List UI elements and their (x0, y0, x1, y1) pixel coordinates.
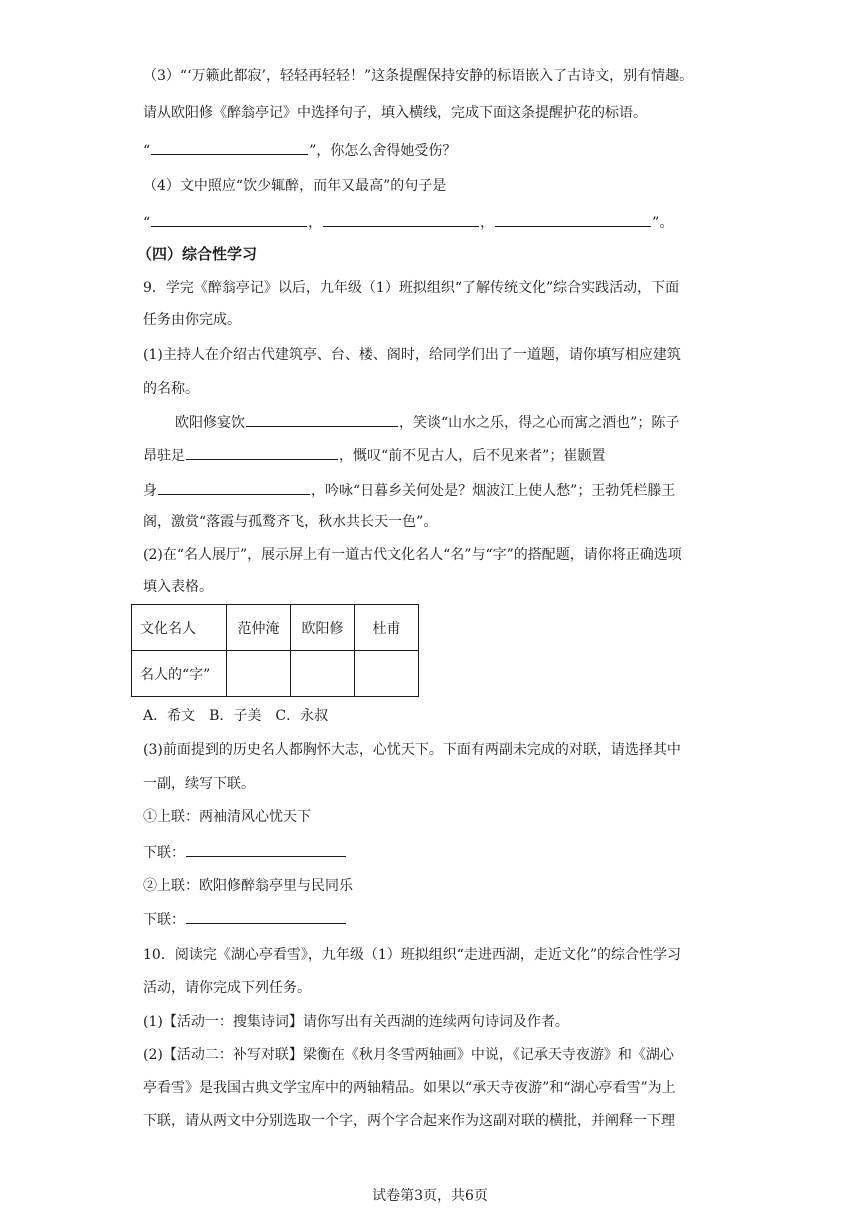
q8-item3-line3-tail: ”，你怎么舍得她受伤？ (309, 143, 457, 159)
q9-intro-line2: 任务由你完成。 (143, 312, 241, 328)
answer-cell[interactable] (355, 651, 419, 697)
q9-sub2-line2: 填入表格。 (143, 579, 213, 595)
answer-cell[interactable] (227, 651, 291, 697)
table-header-cell: 欧阳修 (291, 605, 355, 651)
separator: ， (308, 215, 323, 231)
page-footer: 试卷第3页，共6页 (372, 1188, 488, 1204)
answer-blank[interactable] (151, 140, 308, 155)
answer-blank[interactable] (186, 445, 338, 460)
couplet1-lower (143, 842, 843, 863)
answer-cell[interactable] (291, 651, 355, 697)
answer-blank[interactable] (186, 909, 346, 924)
text: 身 (143, 483, 157, 499)
text: ，吟咏“日暮乡关何处是？烟波江上使人愁”；王勃凭栏滕王 (311, 483, 676, 499)
q9-sub1-line1: (1)主持人在介绍古代建筑亭、台、楼、阁时，给同学们出了一道题，请你填写相应建筑 (143, 347, 681, 363)
text: ，笑谈“山水之乐，得之心而寓之酒也”；陈子 (399, 415, 680, 431)
name-matching-table (131, 604, 419, 697)
q10-activity2-line2: 亭看雪》是我国古典文学宝库中的两轴精品。如果以“承天寺夜游”和“湖心亭看雪”为上 (143, 1080, 676, 1096)
q9-sub1-para3 (143, 480, 843, 501)
couplet1-upper: ①上联：两袖清风心忧天下 (143, 809, 311, 825)
answer-blank[interactable] (323, 212, 479, 227)
table-row-label: 名人的“字” (132, 651, 227, 697)
text: 下联： (143, 912, 185, 928)
q8-item3-line3 (143, 140, 843, 161)
text: 昂驻足 (143, 448, 185, 464)
q10-activity2-line3: 下联，请从两文中分别选取一个字，两个字合起来作为这副对联的横批，并阐释一下理 (143, 1113, 675, 1129)
answer-blank[interactable] (246, 412, 398, 427)
q9-sub1-para1 (175, 412, 860, 433)
table-header-cell: 文化名人 (132, 605, 227, 651)
section-heading: （四）综合性学习 (137, 245, 258, 263)
q8-item3-line2: 请从欧阳修《醉翁亭记》中选择句子，填入横线，完成下面这条提醒护花的标语。 (143, 105, 647, 121)
q10-intro-line1: 10．阅读完《湖心亭看雪》，九年级（1）班拟组织“走进西湖，走近文化”的综合性学习 (143, 947, 682, 963)
separator: ， (480, 215, 495, 231)
q8-item4-line2 (143, 212, 843, 233)
q8-item4-line1: （4）文中照应“饮少辄醉，而年又最高”的句子是 (143, 178, 447, 194)
q9-sub2-line1: (2)在“名人展厅”，展示屏上有一道古代文化名人“名”与“字”的搭配题，请你将正确选项 (143, 547, 682, 563)
q9-sub3-line1: (3)前面提到的历史名人都胸怀大志，心忧天下。下面有两副未完成的对联，请选择其中 (143, 742, 681, 758)
answer-blank[interactable] (495, 212, 651, 227)
answer-blank[interactable] (158, 480, 310, 495)
text: 下联： (143, 845, 185, 861)
couplet2-lower (143, 909, 843, 930)
couplet2-upper: ②上联：欧阳修醉翁亭里与民同乐 (143, 878, 353, 894)
table-row (132, 605, 419, 651)
q8-item3-line1: （3）“‘万籁此都寂’，轻轻再轻轻！”这条提醒保持安静的标语嵌入了古诗文，别有情趣。 (143, 68, 694, 84)
text: ，慨叹“前不见古人，后不见来者”；崔颢置 (339, 448, 606, 464)
text: 欧阳修宴饮 (175, 415, 245, 431)
table-header-cell: 范仲淹 (227, 605, 291, 651)
q9-sub1-line2: 的名称。 (143, 381, 199, 397)
table-header-cell: 杜甫 (355, 605, 419, 651)
answer-blank[interactable] (186, 842, 346, 857)
q9-sub2-options: A．希文 B．子美 C．永叔 (143, 708, 329, 724)
q10-intro-line2: 活动，请你完成下列任务。 (143, 980, 311, 996)
q9-sub1-para2 (143, 445, 843, 466)
q10-activity2-line1: (2)【活动二：补写对联】梁衡在《秋月冬雪两轴画》中说，《记承天寺夜游》和《湖心 (143, 1047, 674, 1063)
open-quote: “ (143, 215, 151, 231)
q9-sub3-line2: 一副，续写下联。 (143, 776, 255, 792)
q9-sub1-para4: 阁，激赏“落霞与孤鹜齐飞，秋水共长天一色”。 (143, 514, 438, 530)
q10-activity1: (1)【活动一：搜集诗词】请你写出有关西湖的连续两句诗词及作者。 (143, 1014, 569, 1030)
table-row (132, 651, 419, 697)
open-quote: “ (143, 143, 151, 159)
q9-intro-line1: 9．学完《醉翁亭记》以后，九年级（1）班拟组织“了解传统文化”综合实践活动，下面 (143, 280, 680, 296)
answer-blank[interactable] (151, 212, 307, 227)
close-quote: ”。 (652, 215, 674, 231)
